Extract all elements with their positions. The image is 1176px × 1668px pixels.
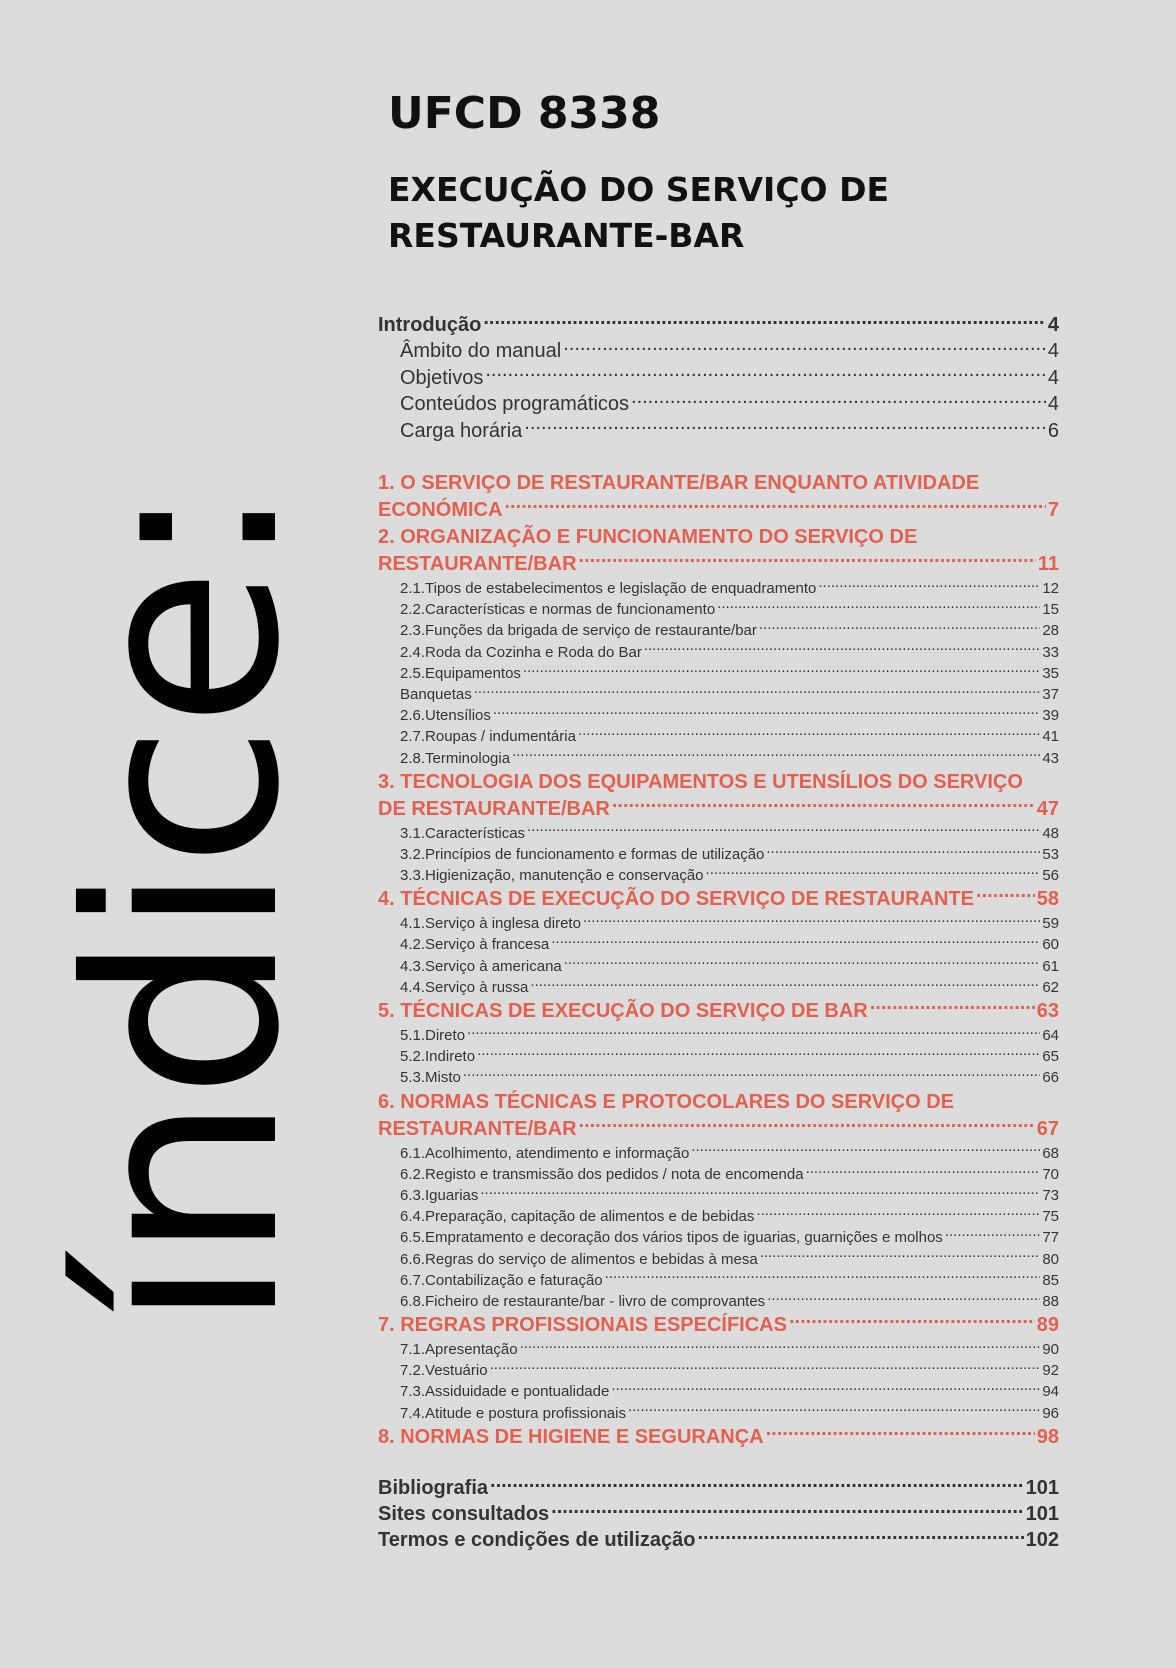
- toc-chapter[interactable]: [378, 1424, 1059, 1451]
- toc-dot-leader: [579, 552, 1036, 570]
- toc-entry-label: ECONÓMICA: [378, 499, 503, 521]
- toc-entry-page: 101: [1025, 1476, 1059, 1499]
- toc-entry-page: 68: [1042, 1144, 1059, 1162]
- toc-dot-leader: [605, 1271, 1041, 1285]
- toc-entry-page: 62: [1042, 978, 1059, 996]
- toc-chapter-title-line1: 3. TECNOLOGIA DOS EQUIPAMENTOS E UTENSÍLIOS DO SERVIÇO: [378, 770, 1023, 793]
- toc-entry-label: Banquetas: [400, 685, 472, 703]
- toc-entry-page: 12: [1042, 580, 1059, 597]
- toc-dot-leader: [789, 1313, 1035, 1331]
- toc-chapter-heading[interactable]: [378, 497, 1059, 524]
- toc-entry-page: 63: [1036, 1000, 1059, 1022]
- toc-entry-label: Bibliografia: [378, 1476, 489, 1499]
- toc-subsection[interactable]: [378, 1227, 1059, 1248]
- toc-entry-page: 47: [1036, 797, 1059, 820]
- toc-dot-leader: [527, 824, 1040, 838]
- toc-dot-leader: [490, 1476, 1024, 1494]
- toc-dot-leader: [698, 1528, 1024, 1546]
- toc-dot-leader: [706, 867, 1041, 881]
- toc-entry-page: 60: [1042, 936, 1059, 954]
- toc-entry-label: Sites consultados: [378, 1502, 550, 1525]
- toc-entry-label: Introdução: [378, 314, 482, 336]
- toc-entry-page: 43: [1042, 749, 1059, 767]
- toc-dot-leader: [477, 1048, 1040, 1062]
- toc-chapter-heading[interactable]: [378, 1424, 1059, 1451]
- course-title: [388, 167, 1088, 259]
- toc-chapter[interactable]: [378, 470, 1059, 524]
- toc-chapter-title-line1: 1. O SERVIÇO DE RESTAURANTE/BAR ENQUANTO ATIVIDADE: [378, 472, 980, 494]
- toc-entry-label: 4.1.Serviço à inglesa direto: [400, 915, 581, 933]
- toc-subsection[interactable]: [378, 1025, 1059, 1046]
- toc-entry-label: RESTAURANTE/BAR: [378, 1117, 577, 1140]
- toc-chapter[interactable]: [378, 769, 1059, 823]
- toc-dot-leader: [485, 366, 1046, 384]
- toc-entry-label: 5.3.Misto: [400, 1069, 461, 1087]
- course-code: UFCD 8338: [388, 88, 661, 139]
- toc-entry-label: Termos e condições de utilização: [378, 1528, 696, 1551]
- toc-dot-leader: [524, 419, 1046, 437]
- toc-subsection[interactable]: [378, 620, 1059, 641]
- toc-dot-leader: [579, 1117, 1035, 1135]
- toc-chapter-heading[interactable]: [378, 998, 1059, 1025]
- toc-intro-item[interactable]: [378, 418, 1059, 445]
- toc-entry-label: Âmbito do manual: [400, 340, 562, 362]
- toc-entry-page: 6: [1047, 419, 1059, 442]
- toc-dot-leader: [870, 999, 1035, 1017]
- toc-entry-page: 4: [1047, 340, 1059, 362]
- toc-entry-label: 7.3.Assiduidade e pontualidade: [400, 1383, 610, 1401]
- toc-chapter[interactable]: [378, 886, 1059, 913]
- toc-intro-item[interactable]: [378, 365, 1059, 392]
- toc-entry-page: 73: [1042, 1186, 1059, 1204]
- toc-subsection[interactable]: [378, 748, 1059, 769]
- toc-entry-page: 77: [1042, 1229, 1059, 1247]
- toc-dot-leader: [563, 339, 1046, 357]
- toc-entry-label: 6.7.Contabilização e faturação: [400, 1271, 603, 1289]
- course-title-line1: EXECUÇÃO DO SERVIÇO DE: [388, 170, 890, 209]
- toc-entry-page: 28: [1042, 622, 1059, 640]
- toc-dot-leader: [766, 845, 1040, 859]
- toc-entry-label: RESTAURANTE/BAR: [378, 553, 577, 575]
- toc-entry-page: 59: [1042, 915, 1059, 933]
- toc-entry-page: 64: [1042, 1027, 1059, 1044]
- toc-entry-page: 58: [1036, 888, 1059, 911]
- toc-dot-leader: [691, 1144, 1040, 1158]
- toc-entry-page: 35: [1042, 664, 1059, 682]
- toc-chapter-heading[interactable]: [378, 1312, 1059, 1339]
- toc-subsection[interactable]: [378, 865, 1059, 886]
- toc-entry-label: 4. TÉCNICAS DE EXECUÇÃO DO SERVIÇO DE RESTAURANTE: [378, 888, 975, 911]
- toc-entry-introducao[interactable]: [378, 312, 1059, 338]
- toc-subsection[interactable]: [378, 1360, 1059, 1381]
- toc-entry-page: 101: [1025, 1502, 1059, 1525]
- toc-entry-label: 7.1.Apresentação: [400, 1341, 518, 1359]
- toc-entry-page: 53: [1042, 845, 1059, 863]
- toc-dot-leader: [644, 643, 1040, 657]
- toc-entry-label: 2.6.Utensílios: [400, 707, 491, 725]
- toc-chapter-title-line1: 2. ORGANIZAÇÃO E FUNCIONAMENTO DO SERVIÇO DE: [378, 526, 918, 548]
- course-title-line2: RESTAURANTE-BAR: [388, 216, 745, 255]
- toc-entry-page: 61: [1042, 957, 1059, 975]
- toc-dot-leader: [490, 1362, 1041, 1376]
- toc-dot-leader: [631, 392, 1046, 410]
- toc-subsection[interactable]: [378, 599, 1059, 620]
- toc-entry-label: 3.1.Características: [400, 824, 526, 842]
- toc-entry-page: 98: [1036, 1425, 1059, 1448]
- toc-chapter-title-line1: 6. NORMAS TÉCNICAS E PROTOCOLARES DO SERVIÇO DE: [378, 1090, 955, 1113]
- toc-entry-page: 4: [1047, 393, 1059, 415]
- toc-dot-leader: [520, 1341, 1041, 1355]
- toc-entry-label: 5. TÉCNICAS DE EXECUÇÃO DO SERVIÇO DE BAR: [378, 1000, 868, 1022]
- toc-dot-leader: [504, 498, 1045, 516]
- toc-entry-page: 11: [1037, 553, 1059, 575]
- toc-dot-leader: [463, 1069, 1040, 1083]
- toc-subsection[interactable]: [378, 1381, 1059, 1402]
- toc-subsection[interactable]: [378, 1403, 1059, 1424]
- toc-intro-item[interactable]: [378, 391, 1059, 418]
- toc-subsection[interactable]: [378, 642, 1059, 663]
- toc-entry-page: 89: [1036, 1314, 1059, 1337]
- toc-entry-label: 6.5.Empratamento e decoração dos vários tipos de iguarias, guarnições e molhos: [400, 1229, 943, 1247]
- toc-entry-label: 6.8.Ficheiro de restaurante/bar - livro de comprovantes: [400, 1292, 766, 1310]
- toc-dot-leader: [551, 936, 1040, 950]
- toc-entry-label: Carga horária: [400, 419, 523, 442]
- toc-entry-label: 4.3.Serviço à americana: [400, 957, 562, 975]
- toc-entry-label: 7.2.Vestuário: [400, 1362, 488, 1380]
- toc-dot-leader: [612, 797, 1035, 815]
- toc-chapter[interactable]: [378, 1089, 1059, 1143]
- toc-subsection[interactable]: [378, 1046, 1059, 1067]
- toc-entry-page: 90: [1042, 1341, 1059, 1359]
- toc-chapter[interactable]: [378, 998, 1059, 1025]
- toc-entry-page: 66: [1042, 1069, 1059, 1087]
- toc-intro-item[interactable]: [378, 338, 1059, 365]
- toc-entry-label: 2.4.Roda da Cozinha e Roda do Bar: [400, 643, 642, 661]
- toc-entry-label: 5.1.Direto: [400, 1027, 466, 1044]
- toc-entry-page: 102: [1025, 1528, 1059, 1551]
- toc-entry-page: 37: [1042, 685, 1059, 703]
- toc-entry-label: 4.4.Serviço à russa: [400, 978, 529, 996]
- toc-entry-label: 2.2.Características e normas de funcionamento: [400, 601, 716, 619]
- toc-dot-leader: [523, 664, 1040, 678]
- toc-dot-leader: [583, 915, 1040, 929]
- toc-entry-label: 2.3.Funções da brigada de serviço de restaurante/bar: [400, 622, 757, 640]
- toc-subsection[interactable]: [378, 823, 1059, 844]
- toc-dot-leader: [551, 1502, 1023, 1520]
- toc-subsection[interactable]: [378, 684, 1059, 705]
- toc-entry-page: 92: [1042, 1362, 1059, 1380]
- toc-entry-label: 2.8.Terminologia: [400, 749, 511, 767]
- toc-subsection[interactable]: [378, 705, 1059, 726]
- toc-chapter-heading[interactable]: [378, 886, 1059, 913]
- toc-entry-label: 2.5.Equipamentos: [400, 664, 521, 682]
- toc-dot-leader: [530, 978, 1040, 992]
- toc-dot-leader: [483, 313, 1046, 331]
- toc-entry-page: 75: [1042, 1208, 1059, 1226]
- toc-subsection[interactable]: [378, 1067, 1059, 1088]
- toc-entry-page: 56: [1042, 867, 1059, 885]
- toc-dot-leader: [493, 707, 1040, 721]
- toc-subsection[interactable]: [378, 663, 1059, 684]
- toc-subsection[interactable]: [378, 1291, 1059, 1312]
- toc-subsection[interactable]: [378, 1143, 1059, 1164]
- toc-subsection[interactable]: [378, 1185, 1059, 1206]
- toc-subsection[interactable]: [378, 578, 1059, 599]
- toc-chapter[interactable]: [378, 524, 1059, 578]
- toc-dot-leader: [976, 887, 1035, 905]
- toc-entry-page: 96: [1042, 1404, 1059, 1422]
- toc-subsection[interactable]: [378, 1249, 1059, 1270]
- toc-entry-page: 85: [1042, 1271, 1059, 1289]
- toc-chapter[interactable]: [378, 1312, 1059, 1339]
- toc-dot-leader: [717, 601, 1040, 615]
- toc-entry-page: 7: [1047, 499, 1059, 521]
- toc-back-matter-entry[interactable]: [378, 1501, 1059, 1527]
- index-side-title: índice:: [32, 486, 337, 1330]
- toc-chapter-heading[interactable]: [378, 796, 1059, 823]
- toc-dot-leader: [766, 1425, 1035, 1443]
- toc-subsection[interactable]: [378, 934, 1059, 955]
- toc-dot-leader: [759, 622, 1040, 636]
- toc-entry-page: 4: [1047, 366, 1059, 389]
- toc-subsection[interactable]: [378, 1270, 1059, 1291]
- toc-entry-page: 65: [1042, 1048, 1059, 1066]
- toc-entry-label: 6.4.Preparação, capitação de alimentos e de bebidas: [400, 1208, 755, 1226]
- toc-back-matter-entry[interactable]: [378, 1475, 1059, 1501]
- toc-entry-page: 88: [1042, 1292, 1059, 1310]
- toc-subsection[interactable]: [378, 1339, 1059, 1360]
- toc-dot-leader: [806, 1165, 1041, 1179]
- toc-entry-label: 7.4.Atitude e postura profissionais: [400, 1404, 626, 1422]
- toc-entry-label: 7. REGRAS PROFISSIONAIS ESPECÍFICAS: [378, 1314, 787, 1337]
- toc-entry-page: 80: [1042, 1250, 1059, 1268]
- toc-subsection[interactable]: [378, 1164, 1059, 1185]
- toc-subsection[interactable]: [378, 726, 1059, 747]
- toc-entry-label: 4.2.Serviço à francesa: [400, 936, 550, 954]
- toc-dot-leader: [474, 685, 1041, 699]
- toc-dot-leader: [628, 1404, 1040, 1418]
- toc-entry-page: 4: [1047, 314, 1059, 336]
- toc-dot-leader: [480, 1186, 1040, 1200]
- toc-entry-label: 6.6.Regras do serviço de alimentos e bebidas à mesa: [400, 1250, 758, 1268]
- toc-dot-leader: [467, 1027, 1040, 1041]
- toc-entry-label: 6.1.Acolhimento, atendimento e informação: [400, 1144, 690, 1162]
- toc-dot-leader: [945, 1229, 1041, 1243]
- toc-dot-leader: [611, 1383, 1040, 1397]
- toc-entry-label: 2.1.Tipos de estabelecimentos e legislação de enquadramento: [400, 580, 817, 597]
- toc-dot-leader: [578, 728, 1040, 742]
- toc-chapter-heading[interactable]: [378, 551, 1059, 578]
- toc-entry-page: 33: [1042, 643, 1059, 661]
- toc-entry-page: 94: [1042, 1383, 1059, 1401]
- toc-subsection[interactable]: [378, 956, 1059, 977]
- toc-entry-page: 67: [1036, 1117, 1059, 1140]
- toc-chapter-heading[interactable]: [378, 1116, 1059, 1143]
- toc-subsection[interactable]: [378, 844, 1059, 865]
- toc-entry-label: DE RESTAURANTE/BAR: [378, 797, 610, 820]
- toc-entry-page: 41: [1042, 728, 1059, 746]
- toc-subsection[interactable]: [378, 913, 1059, 934]
- toc-entry-label: 3.2.Princípios de funcionamento e formas de utilização: [400, 845, 765, 863]
- toc-back-matter-entry[interactable]: [378, 1527, 1059, 1553]
- toc-entry-label: Conteúdos programáticos: [400, 393, 630, 415]
- toc-entry-label: 5.2.Indireto: [400, 1048, 476, 1066]
- toc-dot-leader: [756, 1208, 1040, 1222]
- toc-dot-leader: [818, 580, 1040, 594]
- toc-dot-leader: [564, 957, 1041, 971]
- toc-entry-page: 39: [1042, 707, 1059, 725]
- toc-subsection[interactable]: [378, 977, 1059, 998]
- toc-entry-page: 70: [1042, 1165, 1059, 1183]
- toc-entry-label: 8. NORMAS DE HIGIENE E SEGURANÇA: [378, 1425, 764, 1448]
- toc-subsection[interactable]: [378, 1206, 1059, 1227]
- toc-dot-leader: [767, 1292, 1040, 1306]
- toc-entry-label: 6.2.Registo e transmissão dos pedidos / nota de encomenda: [400, 1165, 804, 1183]
- toc-dot-leader: [512, 749, 1040, 763]
- toc-entry-label: 2.7.Roupas / indumentária: [400, 728, 576, 746]
- toc-entry-page: 48: [1042, 824, 1059, 842]
- toc-entry-page: 15: [1042, 601, 1059, 619]
- toc-entry-label: Objetivos: [400, 366, 484, 389]
- toc-dot-leader: [760, 1250, 1041, 1264]
- table-of-contents: [378, 312, 1059, 1553]
- toc-entry-label: 6.3.Iguarias: [400, 1186, 479, 1204]
- toc-entry-label: 3.3.Higienização, manutenção e conservação: [400, 867, 704, 885]
